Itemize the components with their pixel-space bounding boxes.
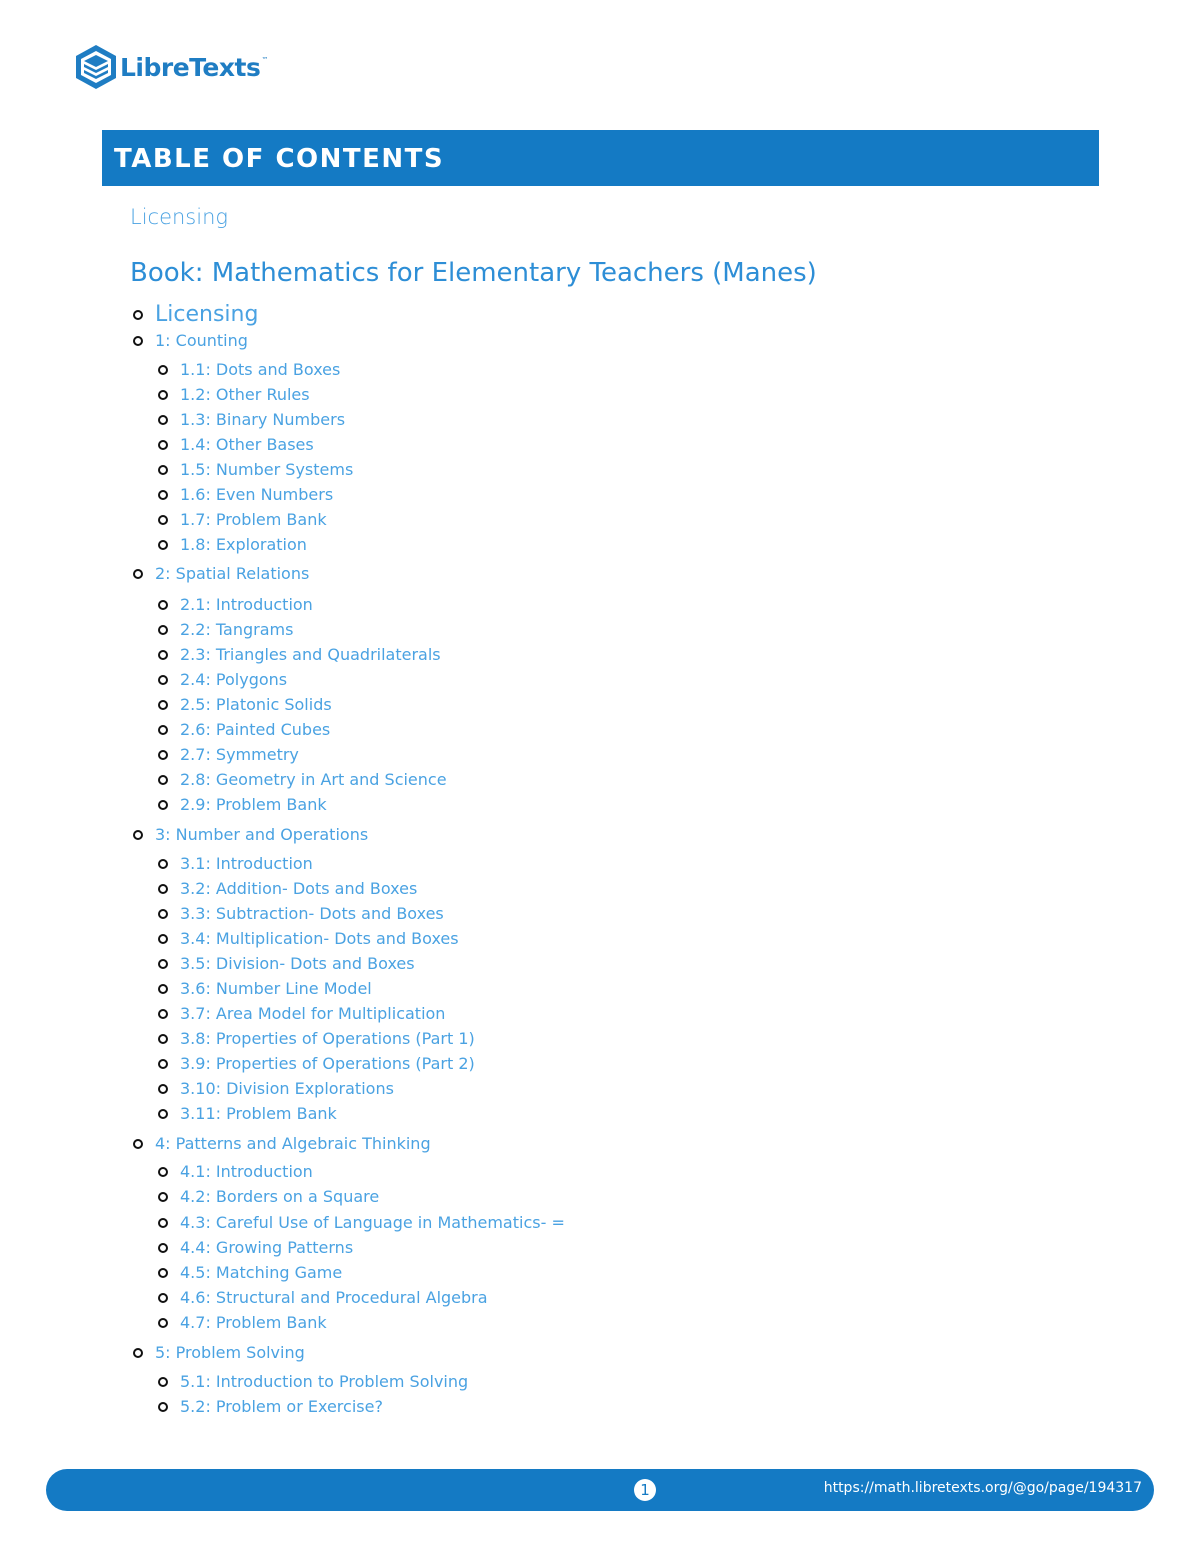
- bullet-icon: [158, 1192, 168, 1202]
- toc-section-item[interactable]: [158, 954, 415, 973]
- toc-item-label: 2.4: Polygons: [180, 670, 288, 689]
- bullet-icon: [158, 725, 168, 735]
- toc-item-label: 1.5: Number Systems: [180, 460, 354, 479]
- bullet-icon: [158, 440, 168, 450]
- toc-item-label: Licensing: [155, 302, 259, 327]
- toc-item-label: 5.2: Problem or Exercise?: [180, 1397, 383, 1416]
- bullet-icon: [158, 1009, 168, 1019]
- toc-chapter-item[interactable]: [133, 331, 248, 350]
- toc-item-label: 3.5: Division- Dots and Boxes: [180, 954, 415, 973]
- bullet-icon: [158, 1218, 168, 1228]
- toc-item-label: 1: Counting: [155, 331, 248, 350]
- toc-item-label: 1.7: Problem Bank: [180, 510, 327, 529]
- toc-section-item[interactable]: [158, 695, 332, 714]
- bullet-icon: [158, 675, 168, 685]
- toc-item-label: 2.7: Symmetry: [180, 745, 299, 764]
- toc-section-item[interactable]: [158, 1238, 353, 1257]
- toc-item-label: 3.1: Introduction: [180, 854, 313, 873]
- bullet-icon: [133, 336, 143, 346]
- toc-section-item[interactable]: [158, 1288, 488, 1307]
- toc-item-label: 4.7: Problem Bank: [180, 1313, 327, 1332]
- bullet-icon: [133, 310, 143, 320]
- bullet-icon: [158, 775, 168, 785]
- toc-item-label: 1.8: Exploration: [180, 535, 307, 554]
- toc-section-item[interactable]: [158, 485, 333, 504]
- toc-section-item[interactable]: [158, 904, 444, 923]
- toc-item-label: 2.2: Tangrams: [180, 620, 294, 639]
- toc-item-label: 2.1: Introduction: [180, 595, 313, 614]
- toc-chapter-item[interactable]: [133, 1134, 431, 1153]
- toc-item-label: 4.1: Introduction: [180, 1162, 313, 1181]
- toc-section-item[interactable]: [158, 385, 310, 404]
- bullet-icon: [158, 515, 168, 525]
- bullet-icon: [158, 959, 168, 969]
- logo-text: LibreTexts: [120, 52, 261, 82]
- toc-section-item[interactable]: [158, 1004, 445, 1023]
- bullet-icon: [158, 540, 168, 550]
- toc-section-item[interactable]: [158, 979, 372, 998]
- bullet-icon: [158, 934, 168, 944]
- toc-item-label: 1.6: Even Numbers: [180, 485, 334, 504]
- toc-section-item[interactable]: [158, 770, 447, 789]
- logo-trademark: ™: [261, 56, 269, 64]
- bullet-icon: [158, 859, 168, 869]
- toc-section-item[interactable]: [158, 595, 313, 614]
- toc-section-item[interactable]: [158, 745, 299, 764]
- toc-section-item[interactable]: [158, 1213, 565, 1232]
- toc-section-item[interactable]: [158, 1263, 342, 1282]
- bullet-icon: [158, 1034, 168, 1044]
- toc-item-label: 3.9: Properties of Operations (Part 2): [180, 1054, 475, 1073]
- toc-item-label: 5.1: Introduction to Problem Solving: [180, 1372, 469, 1391]
- bullet-icon: [133, 569, 143, 579]
- toc-section-item[interactable]: [158, 1054, 475, 1073]
- bullet-icon: [158, 750, 168, 760]
- bullet-icon: [133, 830, 143, 840]
- toc-item-label: 4: Patterns and Algebraic Thinking: [155, 1134, 431, 1153]
- bullet-icon: [158, 465, 168, 475]
- footer-bar: [46, 1469, 1154, 1511]
- toc-item-label: 5: Problem Solving: [155, 1343, 305, 1362]
- toc-section-item[interactable]: [158, 535, 307, 554]
- toc-item-label: 4.2: Borders on a Square: [180, 1187, 380, 1206]
- toc-section-item[interactable]: [158, 410, 345, 429]
- bullet-icon: [158, 650, 168, 660]
- toc-item-label: 1.4: Other Bases: [180, 435, 314, 454]
- bullet-icon: [158, 1084, 168, 1094]
- toc-item-label: 2.9: Problem Bank: [180, 795, 327, 814]
- toc-item-label: 2.6: Painted Cubes: [180, 720, 331, 739]
- toc-item-label: 2.8: Geometry in Art and Science: [180, 770, 447, 789]
- toc-item-label: 3.3: Subtraction- Dots and Boxes: [180, 904, 444, 923]
- toc-item-label: 1.1: Dots and Boxes: [180, 360, 341, 379]
- toc-section-item[interactable]: [158, 854, 313, 873]
- toc-item-label: 1.3: Binary Numbers: [180, 410, 346, 429]
- toc-item-label: 3.8: Properties of Operations (Part 1): [180, 1029, 475, 1048]
- toc-section-item[interactable]: [158, 1372, 468, 1391]
- toc-item-label: 2.3: Triangles and Quadrilaterals: [180, 645, 441, 664]
- bullet-icon: [158, 415, 168, 425]
- toc-chapter-item[interactable]: [133, 564, 309, 583]
- bullet-icon: [158, 1243, 168, 1253]
- bullet-icon: [158, 1402, 168, 1412]
- toc-section-item[interactable]: [158, 1397, 383, 1416]
- book-title-link[interactable]: Book: Mathematics for Elementary Teachers (Manes): [130, 258, 817, 288]
- bullet-icon: [133, 1348, 143, 1358]
- bullet-icon: [158, 800, 168, 810]
- bullet-icon: [158, 1293, 168, 1303]
- toc-item-label: 4.3: Careful Use of Language in Mathematics- =: [180, 1213, 565, 1232]
- toc-section-item[interactable]: [158, 1313, 327, 1332]
- toc-header-banner: [102, 130, 1099, 186]
- bullet-icon: [158, 600, 168, 610]
- toc-section-item[interactable]: [158, 1187, 379, 1206]
- toc-section-item[interactable]: [158, 1079, 394, 1098]
- bullet-icon: [158, 365, 168, 375]
- toc-item-label: 2.5: Platonic Solids: [180, 695, 332, 714]
- libretexts-logo[interactable]: [74, 42, 268, 92]
- toc-section-item[interactable]: [158, 795, 327, 814]
- bullet-icon: [158, 490, 168, 500]
- toc-item-label: 3: Number and Operations: [155, 825, 369, 844]
- toc-section-item[interactable]: [158, 1029, 475, 1048]
- toc-section-item[interactable]: [158, 1104, 337, 1123]
- bullet-icon: [158, 1377, 168, 1387]
- toc-item-label: 4.6: Structural and Procedural Algebra: [180, 1288, 488, 1307]
- toc-section-item[interactable]: [158, 1162, 313, 1181]
- licensing-link[interactable]: Licensing: [130, 205, 228, 229]
- bullet-icon: [158, 909, 168, 919]
- toc-item-label: 3.4: Multiplication- Dots and Boxes: [180, 929, 459, 948]
- bullet-icon: [158, 1167, 168, 1177]
- toc-item-label: 4.4: Growing Patterns: [180, 1238, 354, 1257]
- bullet-icon: [158, 1318, 168, 1328]
- toc-item-label: 3.11: Problem Bank: [180, 1104, 337, 1123]
- toc-section-item[interactable]: [158, 645, 441, 664]
- bullet-icon: [158, 625, 168, 635]
- toc-item-label: 2: Spatial Relations: [155, 564, 310, 583]
- page-title: TABLE OF CONTENTS: [114, 144, 445, 174]
- toc-section-item[interactable]: [158, 879, 417, 898]
- footer-url-link[interactable]: https://math.libretexts.org/@go/page/194317: [823, 1480, 1142, 1496]
- toc-section-item[interactable]: [158, 670, 287, 689]
- libretexts-logo-icon: [74, 43, 118, 91]
- toc-chapter-item[interactable]: [133, 302, 258, 327]
- bullet-icon: [158, 1059, 168, 1069]
- bullet-icon: [133, 1139, 143, 1149]
- toc-section-item[interactable]: [158, 720, 330, 739]
- toc-section-item[interactable]: [158, 510, 327, 529]
- toc-item-label: 3.2: Addition- Dots and Boxes: [180, 879, 418, 898]
- toc-chapter-item[interactable]: [133, 1343, 305, 1362]
- toc-chapter-item[interactable]: [133, 825, 368, 844]
- toc-section-item[interactable]: [158, 360, 340, 379]
- toc-item-label: 3.10: Division Explorations: [180, 1079, 394, 1098]
- bullet-icon: [158, 884, 168, 894]
- toc-item-label: 1.2: Other Rules: [180, 385, 310, 404]
- bullet-icon: [158, 1268, 168, 1278]
- toc-section-item[interactable]: [158, 620, 293, 639]
- toc-item-label: 3.6: Number Line Model: [180, 979, 372, 998]
- bullet-icon: [158, 984, 168, 994]
- toc-item-label: 4.5: Matching Game: [180, 1263, 343, 1282]
- toc-item-label: 3.7: Area Model for Multiplication: [180, 1004, 446, 1023]
- bullet-icon: [158, 1109, 168, 1119]
- toc-section-item[interactable]: [158, 929, 459, 948]
- toc-section-item[interactable]: [158, 435, 314, 454]
- bullet-icon: [158, 390, 168, 400]
- page-number: 1: [634, 1479, 656, 1501]
- toc-section-item[interactable]: [158, 460, 353, 479]
- bullet-icon: [158, 700, 168, 710]
